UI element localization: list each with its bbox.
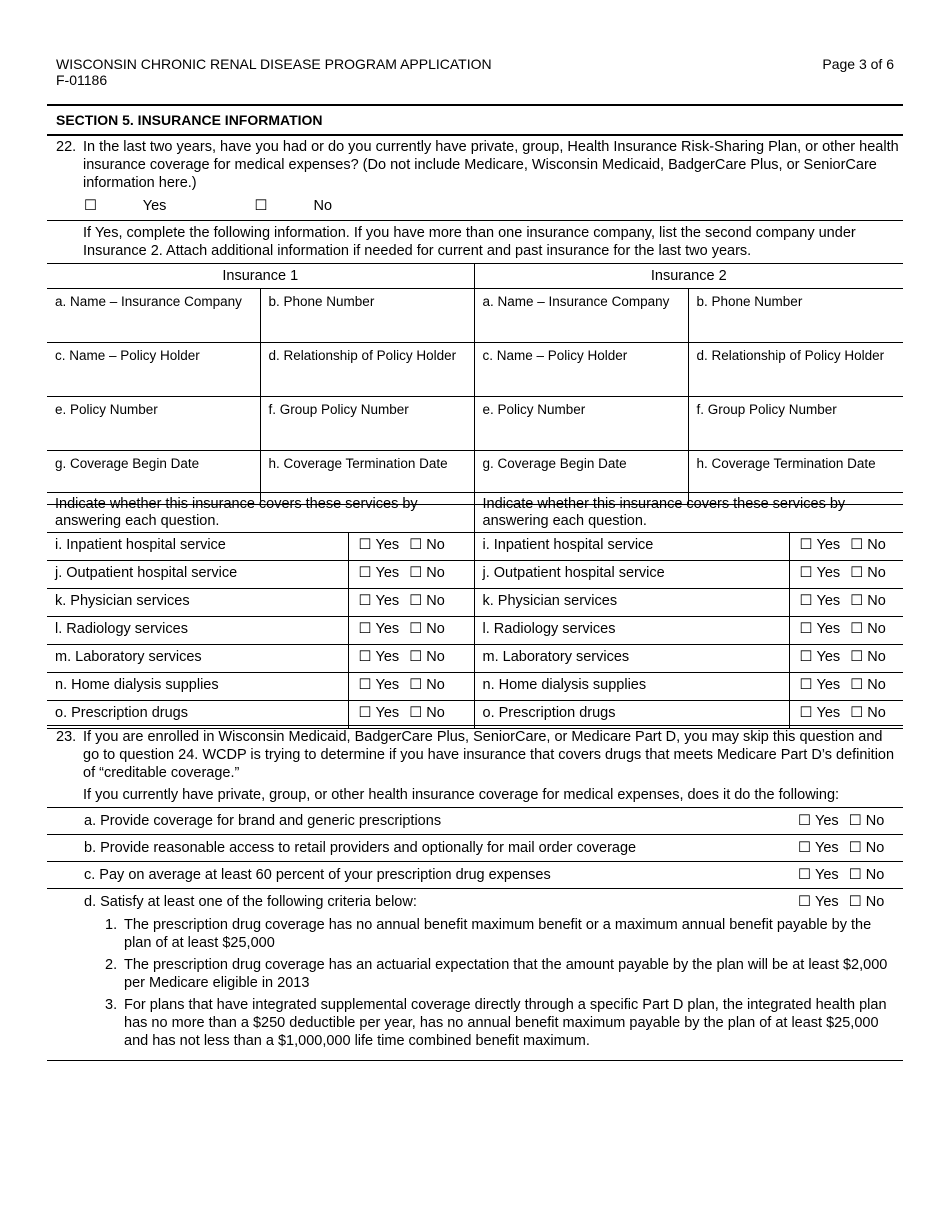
form-number: F-01186 bbox=[56, 72, 108, 88]
checkbox-icon[interactable]: ☐ bbox=[848, 840, 862, 856]
ins1-yes-option[interactable] bbox=[359, 536, 400, 554]
services-table bbox=[47, 492, 903, 729]
checkbox-icon[interactable]: ☐ bbox=[358, 593, 372, 609]
ins2-yes-option[interactable] bbox=[800, 536, 841, 554]
q23-item-a-answer bbox=[798, 813, 884, 829]
ins1-termination-date-field[interactable]: h. Coverage Termination Date bbox=[260, 451, 474, 505]
ins2-no-option[interactable] bbox=[850, 648, 886, 666]
ins2-service-label: n. Home dialysis supplies bbox=[474, 673, 789, 701]
yes-label: Yes bbox=[816, 537, 841, 553]
checkbox-icon[interactable]: ☐ bbox=[799, 593, 813, 609]
if-yes-instructions: If Yes, complete the following information. If you have more than one insurance company, list the second company under Insurance 2. Attach additional information if needed for current and past insurance for the last two years. bbox=[83, 225, 856, 259]
q23-item-d-answer bbox=[798, 894, 884, 910]
ins1-no-option[interactable] bbox=[409, 620, 445, 638]
q23-item-b-answer bbox=[798, 840, 884, 856]
service-row bbox=[47, 645, 903, 673]
checkbox-icon[interactable]: ☐ bbox=[358, 649, 372, 665]
ins2-no-option[interactable] bbox=[850, 536, 886, 554]
ins2-yes-option[interactable] bbox=[800, 620, 841, 638]
ins2-begin-date-field[interactable]: g. Coverage Begin Date bbox=[474, 451, 688, 505]
ins1-services-intro: Indicate whether this insurance covers these services by answering each question. bbox=[47, 493, 474, 533]
ins1-begin-date-field[interactable]: g. Coverage Begin Date bbox=[47, 451, 260, 505]
criteria-item bbox=[105, 956, 895, 992]
ins1-no-option[interactable] bbox=[409, 676, 445, 694]
ins2-yes-option[interactable] bbox=[800, 564, 841, 582]
criteria-item bbox=[105, 996, 895, 1050]
service-row bbox=[47, 673, 903, 701]
ins1-service-label: n. Home dialysis supplies bbox=[47, 673, 348, 701]
checkbox-icon[interactable]: ☐ bbox=[850, 537, 864, 553]
ins1-service-label: i. Inpatient hospital service bbox=[47, 533, 348, 561]
yes-label: Yes bbox=[816, 621, 841, 637]
section-top-rule bbox=[47, 104, 903, 106]
yes-label: Yes bbox=[375, 537, 400, 553]
checkbox-icon[interactable]: ☐ bbox=[848, 813, 862, 829]
ins1-yes-option[interactable] bbox=[359, 676, 400, 694]
q23-item-c bbox=[47, 862, 903, 889]
insurance-info-table bbox=[47, 263, 903, 505]
checkbox-icon[interactable]: ☐ bbox=[84, 198, 97, 214]
criteria-number: 2. bbox=[105, 957, 118, 973]
q23-item-label: d. Satisfy at least one of the following criteria below: bbox=[84, 894, 417, 910]
no-option[interactable] bbox=[849, 867, 885, 883]
ins1-service-answer bbox=[348, 561, 474, 589]
ins2-service-answer bbox=[789, 673, 903, 701]
ins1-service-label: m. Laboratory services bbox=[47, 645, 348, 673]
yes-label: Yes bbox=[375, 565, 400, 581]
checkbox-icon[interactable]: ☐ bbox=[799, 537, 813, 553]
yes-option[interactable] bbox=[798, 813, 839, 829]
ins2-service-label: l. Radiology services bbox=[474, 617, 789, 645]
no-label: No bbox=[867, 649, 886, 665]
ins2-service-answer bbox=[789, 589, 903, 617]
yes-label: Yes bbox=[816, 593, 841, 609]
section-bottom-rule bbox=[47, 134, 903, 136]
ins2-yes-option[interactable] bbox=[800, 648, 841, 666]
ins1-service-label: l. Radiology services bbox=[47, 617, 348, 645]
yes-label: Yes bbox=[815, 867, 839, 883]
yes-label: Yes bbox=[375, 677, 400, 693]
no-label: No bbox=[867, 593, 886, 609]
ins1-service-answer bbox=[348, 617, 474, 645]
ins2-termination-date-field[interactable]: h. Coverage Termination Date bbox=[688, 451, 903, 505]
ins1-service-answer bbox=[348, 533, 474, 561]
ins2-service-label: j. Outpatient hospital service bbox=[474, 561, 789, 589]
no-label: No bbox=[426, 705, 445, 721]
no-label: No bbox=[865, 840, 885, 856]
checkbox-icon[interactable]: ☐ bbox=[798, 840, 811, 856]
no-label: No bbox=[426, 537, 445, 553]
ins2-service-answer bbox=[789, 645, 903, 673]
checkbox-icon[interactable]: ☐ bbox=[409, 621, 423, 637]
ins1-service-label: k. Physician services bbox=[47, 589, 348, 617]
question-22-answer bbox=[84, 198, 416, 214]
no-label: No bbox=[867, 621, 886, 637]
yes-label: Yes bbox=[816, 705, 841, 721]
checkbox-icon[interactable]: ☐ bbox=[358, 537, 372, 553]
no-option[interactable] bbox=[849, 894, 885, 910]
no-label: No bbox=[426, 677, 445, 693]
ins1-yes-option[interactable] bbox=[359, 564, 400, 582]
ins2-phone-field[interactable]: b. Phone Number bbox=[688, 289, 903, 343]
ins1-relationship-field[interactable]: d. Relationship of Policy Holder bbox=[260, 343, 474, 397]
ins2-no-option[interactable] bbox=[850, 676, 886, 694]
yes-label: Yes bbox=[375, 649, 400, 665]
checkbox-icon[interactable]: ☐ bbox=[409, 593, 423, 609]
no-label: No bbox=[426, 621, 445, 637]
ins1-company-name-field[interactable]: a. Name – Insurance Company bbox=[47, 289, 260, 343]
checkbox-icon[interactable]: ☐ bbox=[798, 813, 811, 829]
ins2-relationship-field[interactable]: d. Relationship of Policy Holder bbox=[688, 343, 903, 397]
insurance-2-title: Insurance 2 bbox=[474, 264, 903, 289]
q23-top-rule bbox=[47, 725, 903, 726]
form-title: WISCONSIN CHRONIC RENAL DISEASE PROGRAM APPLICATION bbox=[56, 56, 492, 72]
q23-item-label: c. Pay on average at least 60 percent of your prescription drug expenses bbox=[84, 867, 551, 883]
no-label: No bbox=[867, 677, 886, 693]
ins2-services-intro: Indicate whether this insurance covers these services by answering each question. bbox=[474, 493, 903, 533]
q22-no-option[interactable] bbox=[254, 198, 374, 214]
criteria-list bbox=[105, 916, 895, 1050]
yes-option[interactable] bbox=[798, 867, 839, 883]
yes-label: Yes bbox=[815, 813, 839, 829]
criteria-text: For plans that have integrated supplemental coverage directly through a specific Part D plan, the integrated health plan has no more than a $250 deductible per year, has no annual benefit maximum payable by the plan of at least $25,000 and has not less than a $1,000,000 life time combined benefit maximum. bbox=[124, 997, 887, 1049]
ins1-policy-number-field[interactable]: e. Policy Number bbox=[47, 397, 260, 451]
checkbox-icon[interactable]: ☐ bbox=[409, 565, 423, 581]
question-22-number: 22. bbox=[56, 139, 77, 155]
yes-label: Yes bbox=[816, 565, 841, 581]
no-label: No bbox=[867, 705, 886, 721]
insurance-1-title: Insurance 1 bbox=[47, 264, 474, 289]
ins1-yes-option[interactable] bbox=[359, 704, 400, 722]
ins1-no-option[interactable] bbox=[409, 648, 445, 666]
no-option[interactable] bbox=[849, 813, 885, 829]
q23-item-label: b. Provide reasonable access to retail providers and optionally for mail order coverage bbox=[84, 840, 637, 856]
checkbox-icon[interactable]: ☐ bbox=[799, 705, 813, 721]
yes-label: Yes bbox=[142, 198, 167, 214]
ins2-yes-option[interactable] bbox=[800, 704, 841, 722]
ins1-service-label: j. Outpatient hospital service bbox=[47, 561, 348, 589]
q23-item-label: a. Provide coverage for brand and generic prescriptions bbox=[84, 813, 442, 829]
ins2-service-answer bbox=[789, 561, 903, 589]
criteria-text: The prescription drug coverage has no annual benefit maximum benefit or a maximum annual benefit payable by the plan of at least $25,000 bbox=[124, 917, 872, 951]
ins2-no-option[interactable] bbox=[850, 592, 886, 610]
checkbox-icon[interactable]: ☐ bbox=[850, 677, 864, 693]
no-label: No bbox=[313, 198, 333, 214]
criteria-number: 1. bbox=[105, 917, 118, 933]
ins2-yes-option[interactable] bbox=[800, 676, 841, 694]
checkbox-icon[interactable]: ☐ bbox=[850, 621, 864, 637]
ins1-group-policy-field[interactable]: f. Group Policy Number bbox=[260, 397, 474, 451]
ins2-no-option[interactable] bbox=[850, 620, 886, 638]
ins2-service-label: k. Physician services bbox=[474, 589, 789, 617]
ins1-no-option[interactable] bbox=[409, 704, 445, 722]
checkbox-icon[interactable]: ☐ bbox=[799, 649, 813, 665]
q22-divider bbox=[47, 220, 903, 221]
q23-item-d bbox=[47, 889, 903, 1061]
ins2-group-policy-field[interactable]: f. Group Policy Number bbox=[688, 397, 903, 451]
no-label: No bbox=[426, 649, 445, 665]
no-label: No bbox=[867, 537, 886, 553]
yes-option[interactable] bbox=[798, 894, 839, 910]
ins2-policy-number-field[interactable]: e. Policy Number bbox=[474, 397, 688, 451]
checkbox-icon[interactable]: ☐ bbox=[799, 677, 813, 693]
checkbox-icon[interactable]: ☐ bbox=[799, 565, 813, 581]
yes-option[interactable] bbox=[798, 840, 839, 856]
no-label: No bbox=[865, 867, 885, 883]
checkbox-icon[interactable]: ☐ bbox=[409, 705, 423, 721]
question-23-number: 23. bbox=[56, 729, 77, 745]
criteria-item bbox=[105, 916, 895, 952]
no-label: No bbox=[865, 894, 885, 910]
no-label: No bbox=[867, 565, 886, 581]
no-label: No bbox=[426, 593, 445, 609]
yes-label: Yes bbox=[375, 621, 400, 637]
ins1-yes-option[interactable] bbox=[359, 592, 400, 610]
no-option[interactable] bbox=[849, 840, 885, 856]
ins1-yes-option[interactable] bbox=[359, 620, 400, 638]
ins2-no-option[interactable] bbox=[850, 564, 886, 582]
checkbox-icon[interactable]: ☐ bbox=[409, 649, 423, 665]
checkbox-icon[interactable]: ☐ bbox=[798, 867, 811, 883]
yes-label: Yes bbox=[815, 840, 839, 856]
checkbox-icon[interactable]: ☐ bbox=[798, 894, 811, 910]
checkbox-icon[interactable]: ☐ bbox=[358, 705, 372, 721]
yes-label: Yes bbox=[815, 894, 839, 910]
ins2-yes-option[interactable] bbox=[800, 592, 841, 610]
ins2-service-label: o. Prescription drugs bbox=[474, 701, 789, 729]
ins1-service-answer bbox=[348, 589, 474, 617]
ins1-yes-option[interactable] bbox=[359, 648, 400, 666]
checkbox-icon[interactable]: ☐ bbox=[850, 705, 864, 721]
question-23 bbox=[56, 728, 896, 804]
checkbox-icon[interactable]: ☐ bbox=[409, 537, 423, 553]
checkbox-icon[interactable]: ☐ bbox=[254, 198, 268, 214]
checkbox-icon[interactable]: ☐ bbox=[358, 621, 372, 637]
ins2-service-label: m. Laboratory services bbox=[474, 645, 789, 673]
checkbox-icon[interactable]: ☐ bbox=[848, 867, 862, 883]
checkbox-icon[interactable]: ☐ bbox=[850, 593, 864, 609]
ins2-service-answer bbox=[789, 533, 903, 561]
checkbox-icon[interactable]: ☐ bbox=[848, 894, 862, 910]
yes-label: Yes bbox=[816, 649, 841, 665]
q23-items bbox=[47, 807, 903, 1061]
ins2-service-label: i. Inpatient hospital service bbox=[474, 533, 789, 561]
checkbox-icon[interactable]: ☐ bbox=[358, 565, 372, 581]
question-22-text: In the last two years, have you had or do you currently have private, group, Health Insurance Risk-Sharing Plan, or other health insurance coverage for medical expenses? (Do not include Medicare, Wisconsin Medicaid, BadgerCare Plus, or SeniorCare information here.) bbox=[83, 139, 899, 191]
ins1-service-answer bbox=[348, 645, 474, 673]
checkbox-icon[interactable]: ☐ bbox=[409, 677, 423, 693]
question-22 bbox=[56, 138, 923, 192]
criteria-number: 3. bbox=[105, 997, 118, 1013]
checkbox-icon[interactable]: ☐ bbox=[850, 565, 864, 581]
q23-item-a bbox=[47, 807, 903, 835]
service-row bbox=[47, 617, 903, 645]
ins1-phone-field[interactable]: b. Phone Number bbox=[260, 289, 474, 343]
criteria-text: The prescription drug coverage has an actuarial expectation that the amount payable by the plan will be at least $2,000 per Medicare eligible in 2013 bbox=[124, 957, 888, 991]
service-row bbox=[47, 533, 903, 561]
question-23-text: If you are enrolled in Wisconsin Medicaid, BadgerCare Plus, SeniorCare, or Medicare Part D, you may skip this question and go to question 24. WCDP is trying to determine if you have insurance that covers drugs that meets Medicare Part D’s definition of “creditable coverage.” bbox=[83, 729, 895, 781]
ins2-service-answer bbox=[789, 617, 903, 645]
ins2-company-name-field[interactable]: a. Name – Insurance Company bbox=[474, 289, 688, 343]
q23-item-c-answer bbox=[798, 867, 884, 883]
ins1-no-option[interactable] bbox=[409, 564, 445, 582]
ins2-policy-holder-field[interactable]: c. Name – Policy Holder bbox=[474, 343, 688, 397]
q23-item-b bbox=[47, 835, 903, 862]
yes-label: Yes bbox=[816, 677, 841, 693]
question-23-lead: If you currently have private, group, or other health insurance coverage for medical expenses, does it do the following: bbox=[83, 787, 840, 803]
q22-yes-option[interactable] bbox=[84, 198, 208, 214]
ins1-service-label: o. Prescription drugs bbox=[47, 701, 348, 729]
no-label: No bbox=[865, 813, 885, 829]
checkbox-icon[interactable]: ☐ bbox=[799, 621, 813, 637]
service-row bbox=[47, 589, 903, 617]
checkbox-icon[interactable]: ☐ bbox=[358, 677, 372, 693]
service-row bbox=[47, 561, 903, 589]
ins1-no-option[interactable] bbox=[409, 536, 445, 554]
yes-label: Yes bbox=[375, 705, 400, 721]
section-title: SECTION 5. INSURANCE INFORMATION bbox=[56, 112, 323, 128]
yes-label: Yes bbox=[375, 593, 400, 609]
ins1-service-answer bbox=[348, 673, 474, 701]
ins2-no-option[interactable] bbox=[850, 704, 886, 722]
checkbox-icon[interactable]: ☐ bbox=[850, 649, 864, 665]
page-number: Page 3 of 6 bbox=[822, 56, 894, 72]
ins1-no-option[interactable] bbox=[409, 592, 445, 610]
ins1-policy-holder-field[interactable]: c. Name – Policy Holder bbox=[47, 343, 260, 397]
no-label: No bbox=[426, 565, 445, 581]
